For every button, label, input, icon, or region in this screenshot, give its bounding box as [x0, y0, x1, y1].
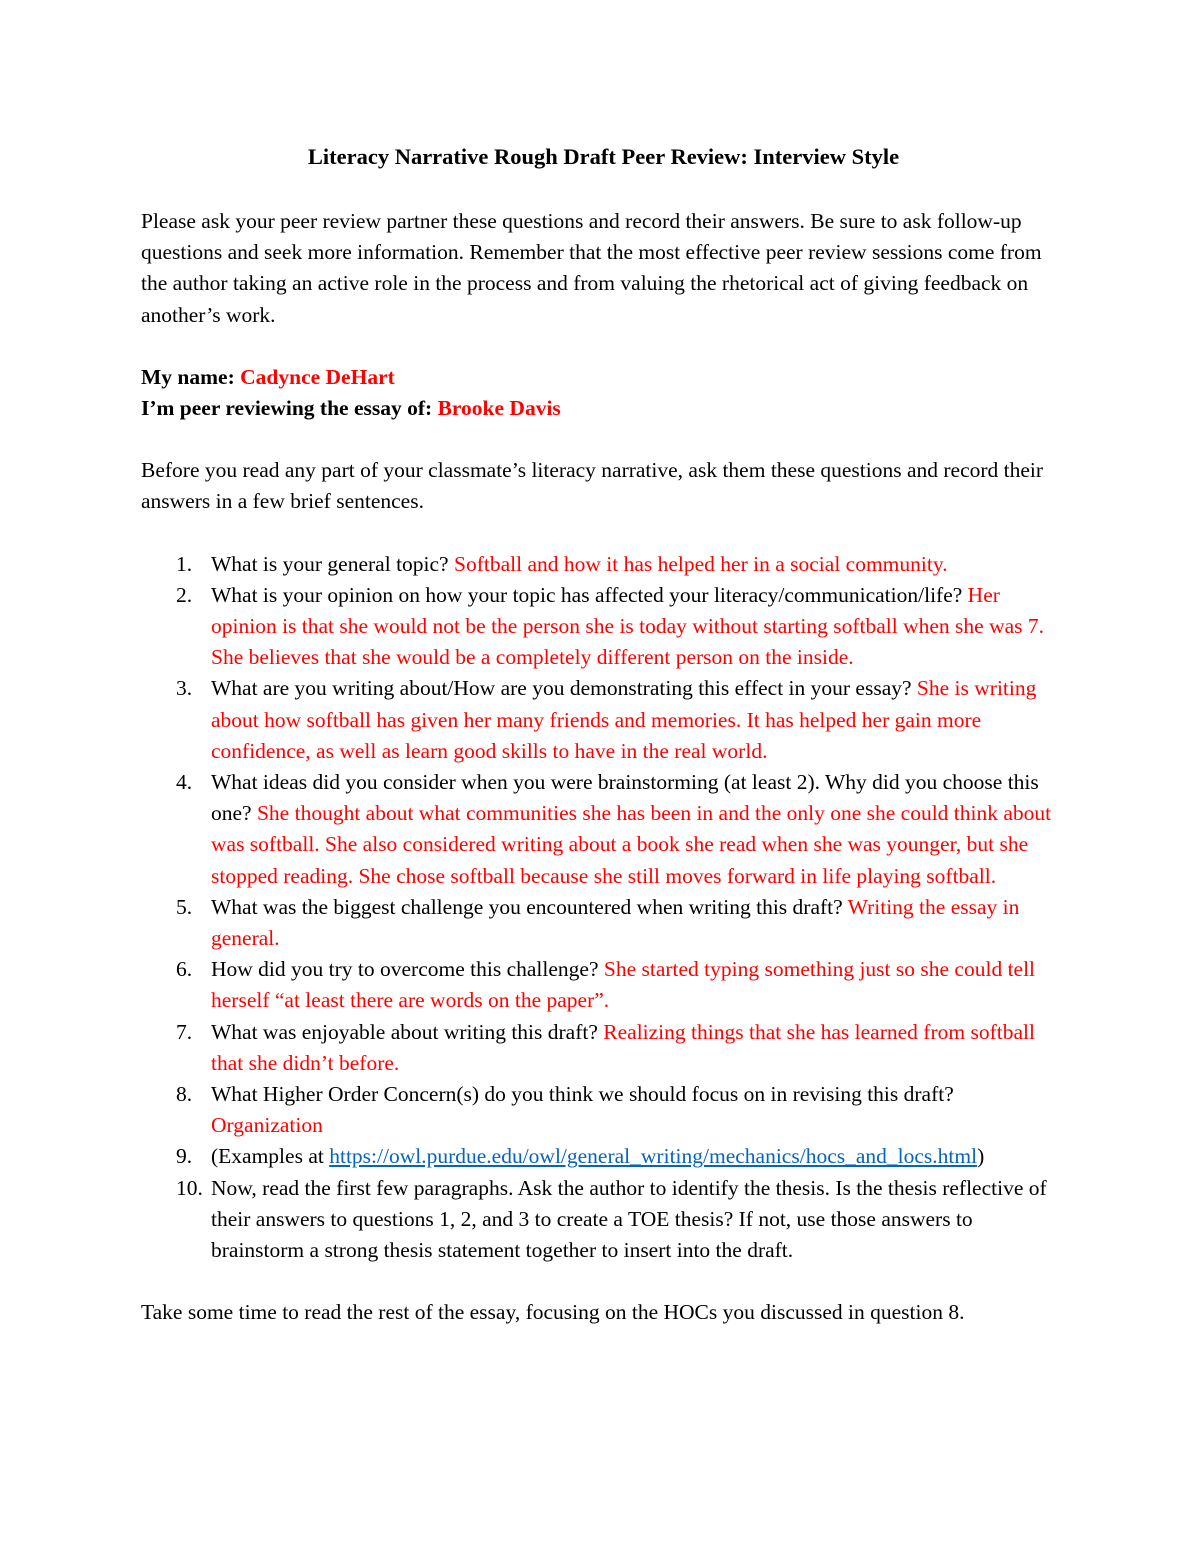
- answer-text: She is writing about how softball has given her many friends and memories. It has helped her gain more confidence, as well as learn good skills to have in the real world.: [211, 676, 1037, 763]
- list-item: [141, 954, 1066, 1016]
- question-list: [141, 549, 1066, 1267]
- list-item-number: 1.: [176, 551, 193, 576]
- answer-text: Her opinion is that she would not be the person she is today without starting softball when she was 7. She believes that she would be a completely different person on the inside.: [211, 582, 1045, 670]
- reviewer-info: [141, 362, 1066, 424]
- reviewing-value: Brooke Davis: [437, 396, 561, 421]
- list-item: [141, 892, 1066, 954]
- answer-text: Softball and how it has helped her in a social community.: [453, 551, 948, 576]
- answer-text: Writing the essay in general.: [211, 894, 1020, 951]
- list-item-number: 7.: [176, 1019, 193, 1044]
- list-item: [141, 1017, 1066, 1079]
- document-title: Literacy Narrative Rough Draft Peer Review: Interview Style: [307, 144, 900, 169]
- question-text: Now, read the first few paragraphs. Ask the author to identify the thesis. Is the thesis reflective of their answers to questions 1, 2, and 3 to create a TOE thesis? If not, use those answers to brainstorm a strong thesis statement together to insert into the draft.: [211, 1175, 1047, 1263]
- question-text: What are you writing about/How are you demonstrating this effect in your essay?: [211, 676, 912, 701]
- reviewing-label: I’m peer reviewing the essay of:: [141, 396, 433, 421]
- answer-text: Organization: [211, 1113, 323, 1138]
- answer-text: She thought about what communities she has been in and the only one she could think about was softball. She also considered writing about a book she read when she was younger, but she stopped reading. She chose softball because she still moves forward in life playing softball.: [211, 801, 1052, 888]
- list-item: [141, 549, 1066, 580]
- question-text: What Higher Order Concern(s) do you think we should focus on in revising this draft?: [211, 1082, 954, 1107]
- list-item-number: 8.: [176, 1082, 193, 1107]
- question-text: What is your opinion on how your topic has affected your literacy/communication/life?: [211, 582, 963, 607]
- question-text: How did you try to overcome this challenge?: [211, 957, 599, 982]
- list-item: [141, 673, 1066, 767]
- closing-paragraph: Take some time to read the rest of the essay, focusing on the HOCs you discussed in question 8.: [141, 1300, 965, 1325]
- intro-paragraph: Please ask your peer review partner these questions and record their answers. Be sure to ask follow-up questions and seek more information. Remember that the most effective peer review sessions come from the author taking an active role in the process and from valuing the rhetorical act of giving feedback on another’s work.: [141, 209, 1042, 327]
- question-text: What was the biggest challenge you encountered when writing this draft?: [211, 894, 843, 919]
- answer-text: Realizing things that she has learned from softball that she didn’t before.: [211, 1019, 1035, 1075]
- list-item: [141, 1173, 1066, 1267]
- list-item-number: 5.: [176, 894, 193, 919]
- list-item: [141, 767, 1066, 892]
- list-item: [141, 1141, 1066, 1172]
- list-item-number: 4.: [176, 770, 193, 795]
- reviewing-line: [141, 393, 1066, 424]
- my-name-value: Cadynce DeHart: [240, 364, 395, 389]
- question-text: What is your general topic?: [211, 551, 449, 576]
- instructions-paragraph: Before you read any part of your classmate’s literacy narrative, ask them these questions and record their answers in a few brief sentences.: [141, 458, 1044, 514]
- answer-text: She started typing something just so she could tell herself “at least there are words on the paper”.: [211, 957, 1036, 1013]
- question-text: What was enjoyable about writing this draft?: [211, 1019, 598, 1044]
- examples-prefix: (Examples at: [211, 1144, 330, 1169]
- examples-suffix: ): [977, 1144, 985, 1169]
- list-item-number: 3.: [176, 676, 193, 701]
- list-item-number: 2.: [176, 582, 193, 607]
- list-item-number: 10.: [176, 1175, 203, 1200]
- question-text: What ideas did you consider when you were brainstorming (at least 2). Why did you choose this one?: [211, 770, 1039, 826]
- list-item-number: 9.: [176, 1144, 193, 1169]
- document-page: [141, 141, 1066, 1360]
- list-item: [141, 580, 1066, 674]
- list-item: [141, 1079, 1066, 1141]
- hocs-locs-link[interactable]: https://owl.purdue.edu/owl/general_writing/mechanics/hocs_and_locs.html: [329, 1144, 978, 1169]
- my-name-line: [141, 362, 1066, 393]
- my-name-label: My name:: [141, 364, 235, 389]
- list-item-number: 6.: [176, 957, 193, 982]
